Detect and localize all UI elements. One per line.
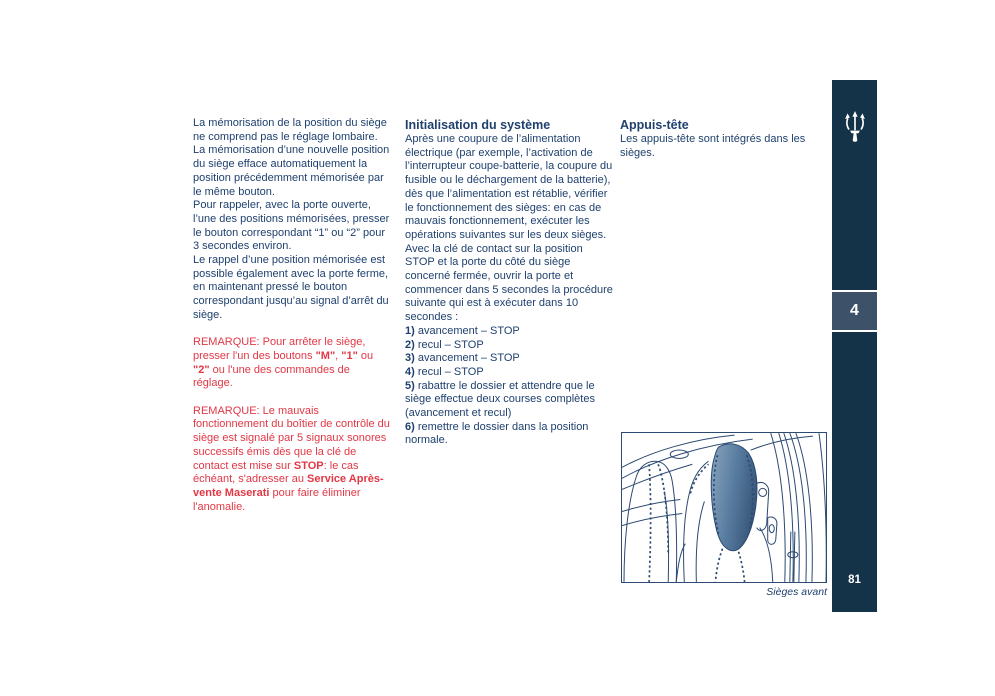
procedure-step: 2) recul – STOP xyxy=(405,338,484,351)
procedure-step: 1) avancement – STOP xyxy=(405,324,520,337)
right-column xyxy=(620,117,832,160)
page-number: 81 xyxy=(848,574,861,586)
remarque-note: REMARQUE: Pour arrêter le siège, presser l'un des boutons "M", "1" ou "2" ou l'une des commandes de réglage. xyxy=(193,336,374,390)
seat-memory-text xyxy=(193,117,392,323)
car-seats-drawing xyxy=(622,433,826,582)
chapter-tab xyxy=(832,290,877,332)
remarque-note: REMARQUE: Le mauvais fonctionnement du boîtier de contrôle du siège est signalé par 5 signaux sonores successifs émis dès que la clé de contact est mise sur STOP: le cas échéant, s'adresser au Service Après-vente Maserati pour faire éliminer l'anomalie. xyxy=(193,404,390,513)
paragraph: La mémorisation de la position du siège ne comprend pas le réglage lombaire. xyxy=(193,117,387,143)
middle-column xyxy=(405,117,613,448)
remarque-notes xyxy=(193,336,392,514)
figure-caption: Sièges avant xyxy=(766,586,827,598)
paragraph: Pour rappeler, avec la porte ouverte, l’une des positions mémorisées, presser le bouton correspondant “1” ou “2” pour 3 secondes environ. xyxy=(193,199,390,253)
front-seats-illustration xyxy=(621,432,827,583)
appuis-tete-text: Les appuis-tête sont intégrés dans les sièges. xyxy=(620,133,806,159)
section-heading-appuis-tete: Appuis-tête xyxy=(620,118,689,132)
paragraph: Le rappel d’une position mémorisée est possible également avec la porte ferme, en maintenant pressé le bouton correspondant jusqu’au signal d’arrêt du siège. xyxy=(193,254,389,321)
procedure-step: 3) avancement – STOP xyxy=(405,352,520,365)
paragraph: La mémorisation d’une nouvelle position du siège efface automatiquement la position précédemment mémorisée par le même bouton. xyxy=(193,144,390,198)
procedure-step: 6) remettre le dossier dans la position normale. xyxy=(405,420,589,447)
left-column xyxy=(193,117,392,514)
section-heading-initialisation: Initialisation du système xyxy=(405,118,551,132)
procedure-step: 5) rabattre le dossier et attendre que le siège effectue deux courses complètes (avancement et recul) xyxy=(405,379,595,420)
paragraph: Avec la clé de contact sur la position STOP et la porte du côté du siège concerné fermée, ouvrir la porte et commencer dans 5 secondes la procédure suivante qui est à exécuter dans 10 secondes : xyxy=(405,242,613,324)
chapter-number: 4 xyxy=(850,302,859,319)
chapter-sidebar xyxy=(832,80,877,612)
initialisation-body xyxy=(405,133,613,325)
procedure-step: 4) recul – STOP xyxy=(405,365,484,378)
maserati-trident-icon xyxy=(832,108,877,150)
procedure-steps xyxy=(405,325,613,448)
paragraph: Après une coupure de l’alimentation électrique (par exemple, l’activation de l’interrupteur coupe-batterie, la coupure du fusible ou le déchargement de la batterie), dès que l’alimentation est rétablie, vérifier le fonctionnement des sièges: en cas de mauvais fonctionnement, exécuter les opérations suivantes sur les deux sièges. xyxy=(405,133,613,241)
